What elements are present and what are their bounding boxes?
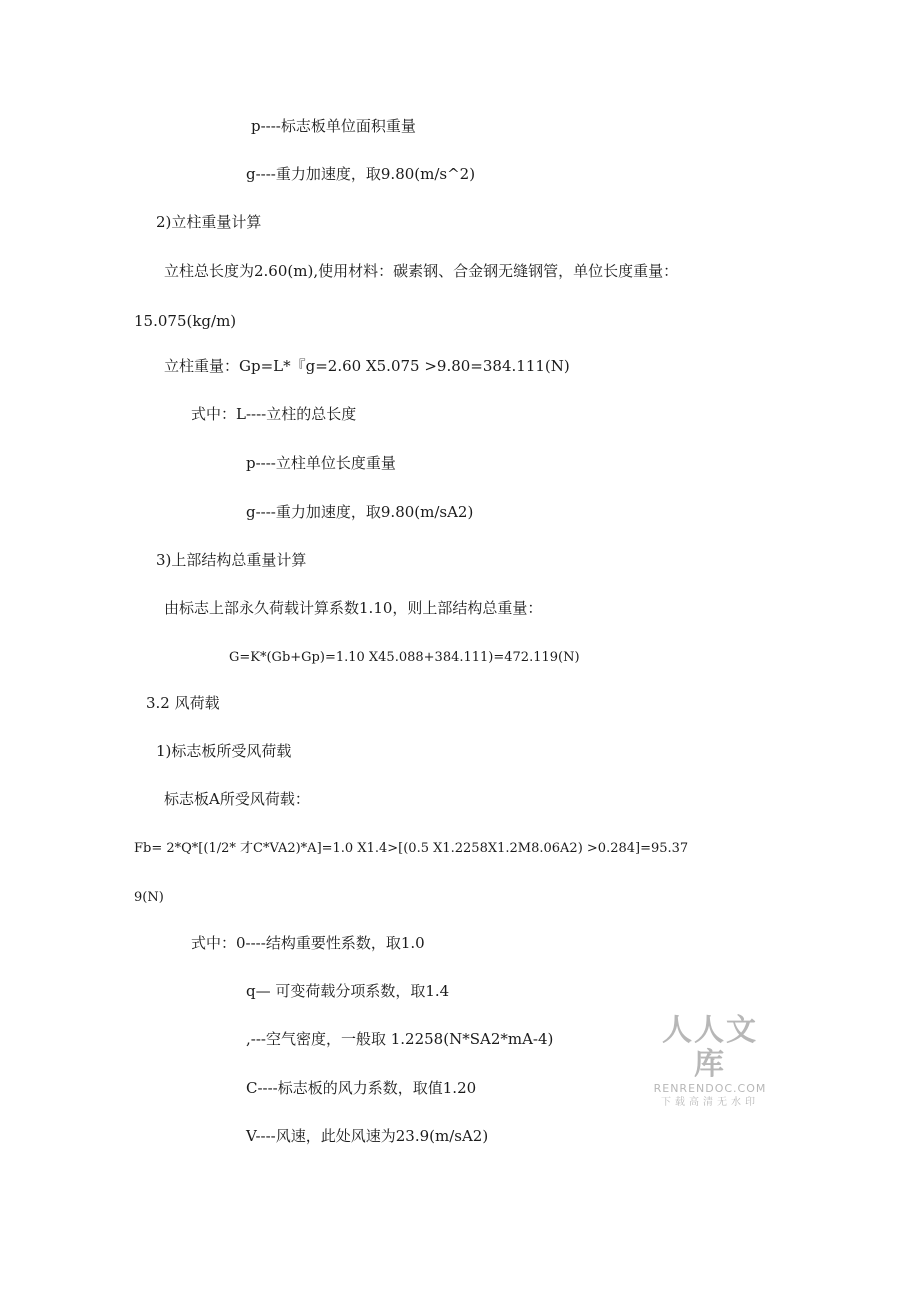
text-line: q— 可变荷载分项系数，取1.4 [246, 982, 450, 1000]
text-line: g----重力加速度，取9.80(m/sA2) [246, 503, 474, 521]
text-line: V----风速，此处风速为23.9(m/sA2) [246, 1127, 489, 1145]
watermark-logo [648, 1014, 772, 1110]
section-heading: 3)上部结构总重量计算 [156, 551, 307, 569]
text-line: C----标志板的风力系数，取值1.20 [246, 1079, 477, 1097]
text-line: 标志板A所受风荷载： [164, 790, 310, 808]
text-line: 立柱总长度为2.60(m),使用材料：碳素钢、合金钢无缝钢管，单位长度重量： [164, 262, 679, 280]
formula-line: 立柱重量：Gp=L*『g=2.60 X5.075 >9.80=384.111(N) [164, 357, 570, 375]
formula-line: G=K*(Gb+Gp)=1.10 X45.088+384.111)=472.119(N) [229, 650, 580, 665]
watermark-title: 人人文库 [662, 1013, 758, 1082]
text-line: p----标志板单位面积重量 [251, 117, 416, 135]
text-line: 式中：L----立柱的总长度 [191, 405, 357, 423]
formula-line: 9(N) [134, 890, 164, 905]
section-heading: 1)标志板所受风荷载 [156, 742, 292, 760]
text-line: g----重力加速度，取9.80(m/s^2) [246, 165, 476, 183]
formula-line: Fb= 2*Q*[(1/2* 才C*VA2)*A]=1.0 X1.4>[(0.5 X1.2258X1.2M8.06A2) >0.284]=95.37 [134, 841, 689, 856]
text-line: ,---空气密度，一般取 1.2258(N*SA2*mA-4) [246, 1030, 554, 1048]
text-line: 由标志上部永久荷载计算系数1.10，则上部结构总重量： [164, 599, 543, 617]
section-heading: 2)立柱重量计算 [156, 213, 262, 231]
watermark-subtitle: 下载高清无水印 [661, 1097, 759, 1108]
text-line: 15.075(kg/m) [134, 312, 237, 330]
text-line: p----立柱单位长度重量 [246, 454, 396, 472]
section-heading: 3.2 风荷载 [146, 694, 220, 712]
text-line: 式中：0----结构重要性系数，取1.0 [191, 934, 425, 952]
watermark-url: RENRENDOC.COM [653, 1082, 767, 1095]
